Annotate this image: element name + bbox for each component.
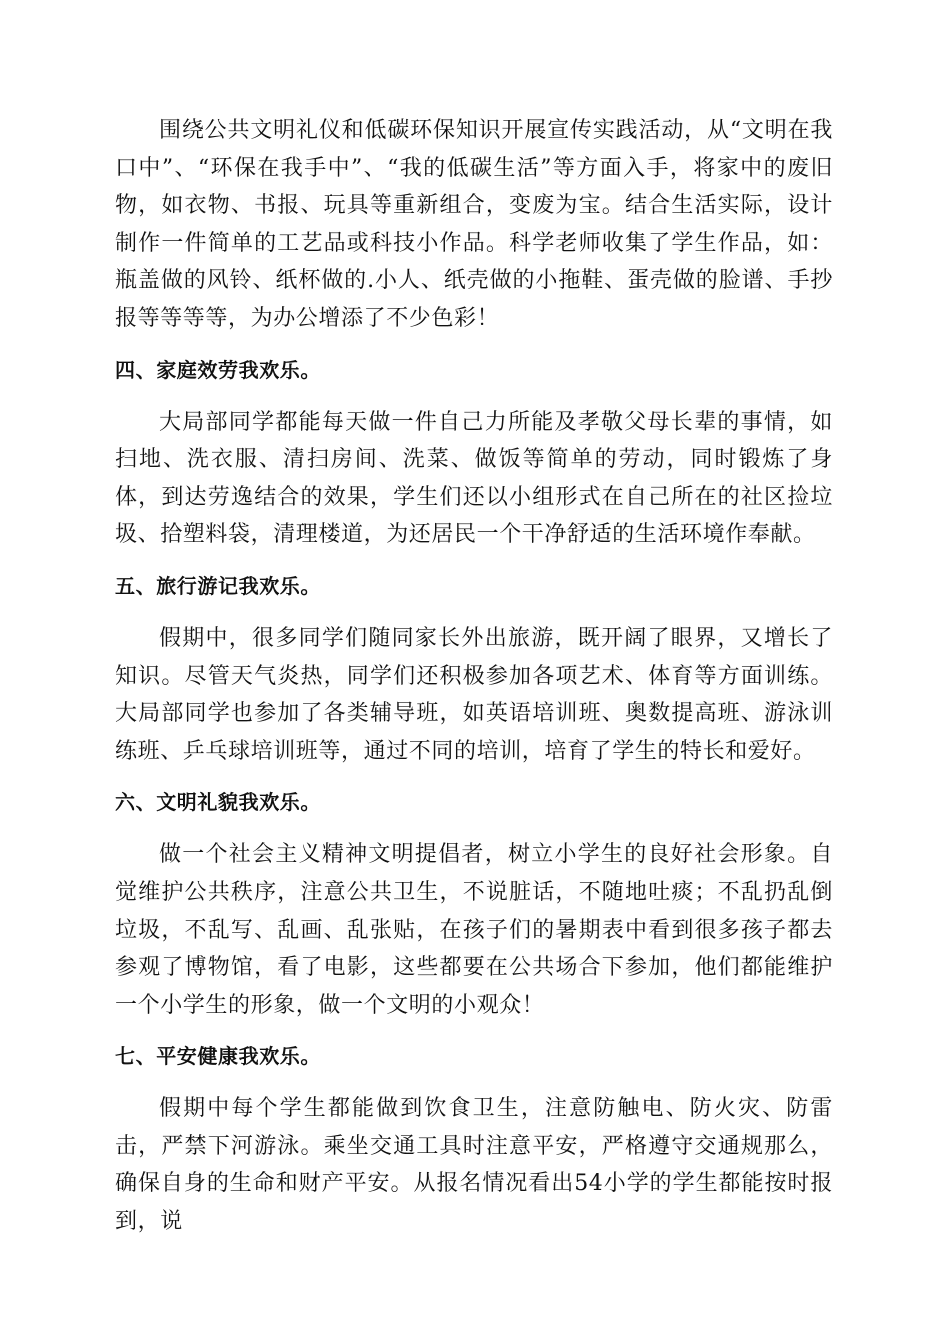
paragraph-eco-activities: 围绕公共文明礼仪和低碳环保知识开展宣传实践活动，从“文明在我口中”、“环保在我手中”、“我的低碳生活”等方面入手，将家中的废旧物，如衣物、书报、玩具等重新组合，变废为宝。结合生活实际，设计制作一件简单的工艺品或科技小作品。科学老师收集了学生作品，如：瓶盖做的风铃、纸杯做的.小人、纸壳做的小拖鞋、蛋壳做的脸谱、手抄报等等等等，为办公增添了不少色彩！	[115, 118, 833, 331]
paragraph-travel: 假期中，很多同学们随同家长外出旅游，既开阔了眼界，又增长了知识。尽管天气炎热，同学们还积极参加各项艺术、体育等方面训练。大局部同学也参加了各类辅导班，如英语培训班、奥数提高班、游泳训练班、乒乓球培训班等，通过不同的培训，培育了学生的特长和爱好。	[115, 625, 833, 764]
section-heading-family-service: 四、家庭效劳我欢乐。	[115, 357, 321, 382]
paragraph-civility: 做一个社会主义精神文明提倡者，树立小学生的良好社会形象。自觉维护公共秩序，注意公共卫生，不说脏话，不随地吐痰；不乱扔乱倒垃圾，不乱写、乱画、乱张贴，在孩子们的暑期表中看到很多孩子都去参观了博物馆，看了电影，这些都要在公共场合下参加，他们都能维护一个小学生的形象，做一个文明的小观众！	[115, 842, 833, 1018]
section-heading-safety-health: 七、平安健康我欢乐。	[115, 1044, 321, 1069]
paragraph-safety-health: 假期中每个学生都能做到饮食卫生，注意防触电、防火灾、防雷击，严禁下河游泳。乘坐交通工具时注意平安，严格遵守交通规那么，确保自身的生命和财产平安。从报名情况看出54小学的学生都能按时报到，说	[115, 1096, 833, 1235]
document-page	[115, 112, 833, 1241]
paragraph-family-service: 大局部同学都能每天做一件自己力所能及孝敬父母长辈的事情，如扫地、洗衣服、清扫房间、洗菜、做饭等简单的劳动，同时锻炼了身体，到达劳逸结合的效果，学生们还以小组形式在自己所在的社区捡垃圾、拾塑料袋，清理楼道，为还居民一个干净舒适的生活环境作奉献。	[115, 409, 833, 548]
section-heading-civility: 六、文明礼貌我欢乐。	[115, 790, 321, 815]
section-heading-travel: 五、旅行游记我欢乐。	[115, 573, 321, 598]
